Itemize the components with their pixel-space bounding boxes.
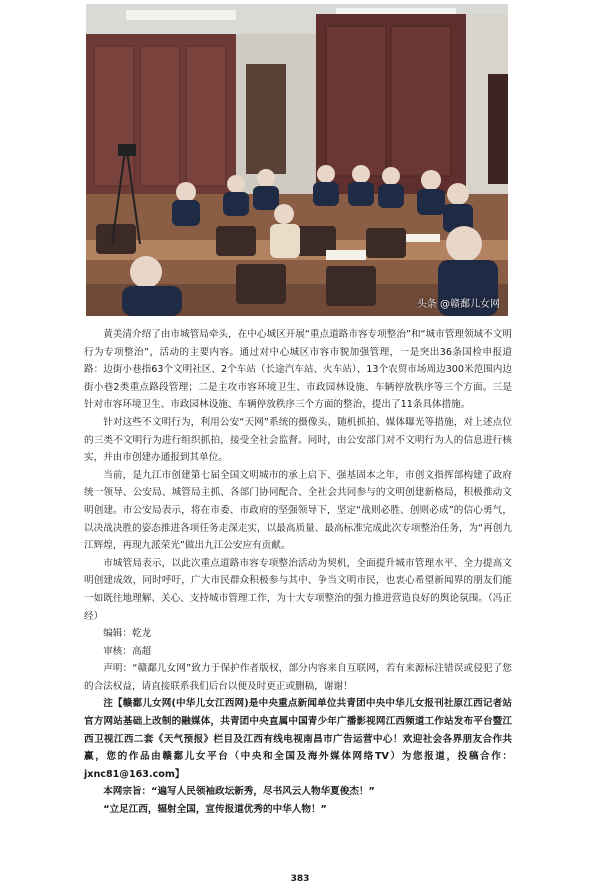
purpose-line: 本网宗旨：“遍写人民领袖政坛新秀，尽书风云人物华夏俊杰！” [103, 786, 375, 798]
reviewer-line: 审核：高超 [103, 645, 152, 657]
statement-line: 声明：“赣鄱儿女网”致力于保护作者版权，部分内容来自互联网，若有来源标注错误或侵犯了您的合法权益，请直接联系我们后台以便及时更正或删稿，谢谢！ [84, 663, 512, 692]
editor-line: 编辑：乾龙 [103, 628, 152, 640]
note-line: 注【赣鄱儿女网(中华儿女江西网)是中央重点新闻单位共青团中央中华儿女报刊社原江西记者站官方网站基础上改制的融媒体，共青团中央直属中国青少年广播影视网江西频道工作站发布平台暨江西卫视江西二套《天气预报》栏目及江西有线电视南昌市广告运营中心！欢迎社会各界朋友合作共赢，您的作品由赣鄱儿女平台（中央和全国及海外媒体网络TV）为您报道，投稿合作：jxnc81@163.com】 [84, 698, 512, 780]
meeting-room-illustration [86, 4, 508, 316]
paragraph-1: 黄美清介绍了由市城管局牵头，在中心城区开展“重点道路市容专项整治”和“城市管理领域不文明行为专项整治”，活动的主要内容。通过对中心城区市容市貌加强管理，一是突出36条国检申报道路：边街小巷指63个文明社区、2个车站（长途汽车站、火车站）、13个农贸市场周边300米范围内边街小巷2类重点路段管理；二是主攻市容环境卫生、市政园林设施、车辆停放秩序等三个方面。三是针对市容环境卫生、市政园林设施、车辆停放秩序三个方面的整治，提出了11条具体措施。 [84, 329, 512, 411]
article-body [84, 326, 512, 819]
paragraph-4: 市城管局表示，以此次重点道路市容专项整治活动为契机，全面提升城市管理水平、全力提高文明创建成效，同时呼吁，广大市民群众积极参与其中、争当文明市民，也衷心希望新闻界的朋友们能一如既往地理解、关心、支持城市管理工作，为十大专项整治的强力推进营造良好的舆论氛围。（冯正经） [84, 557, 512, 622]
meeting-photo [86, 4, 508, 316]
paragraph-3: 当前，是九江市创建第七届全国文明城市的承上启下、强基固本之年，市创文指挥部构建了政府统一领导、公安局、城管局主抓、各部门协同配合、全社会共同参与的文明创建新格局，积极推动文明创建。市公安局表示，将在市委、市政府的坚强领导下，坚定“战则必胜、创则必成”的信心勇气，以决战决胜的姿态推进各项任务走深走实，以最高质量、最高标准完成此次专项整治任务，为“再创九江辉煌，再现九派荣光”做出九江公安应有贡献。 [84, 469, 512, 552]
page-number: 383 [290, 874, 310, 884]
photo-watermark: 头条 @赣鄱儿女网 [416, 299, 500, 310]
paragraph-2: 针对这些不文明行为，利用公安“天网”系统的摄像头、随机抓拍、媒体曝光等措施，对上述点位的三类不文明行为进行组织抓拍，接受全社会监督。同时，由公安部门对不文明行为人的信息进行核实，并由市创建办通报到其单位。 [84, 416, 512, 464]
slogan-line: “立足江西，辐射全国，宣传报道优秀的中华人物！” [103, 804, 327, 816]
